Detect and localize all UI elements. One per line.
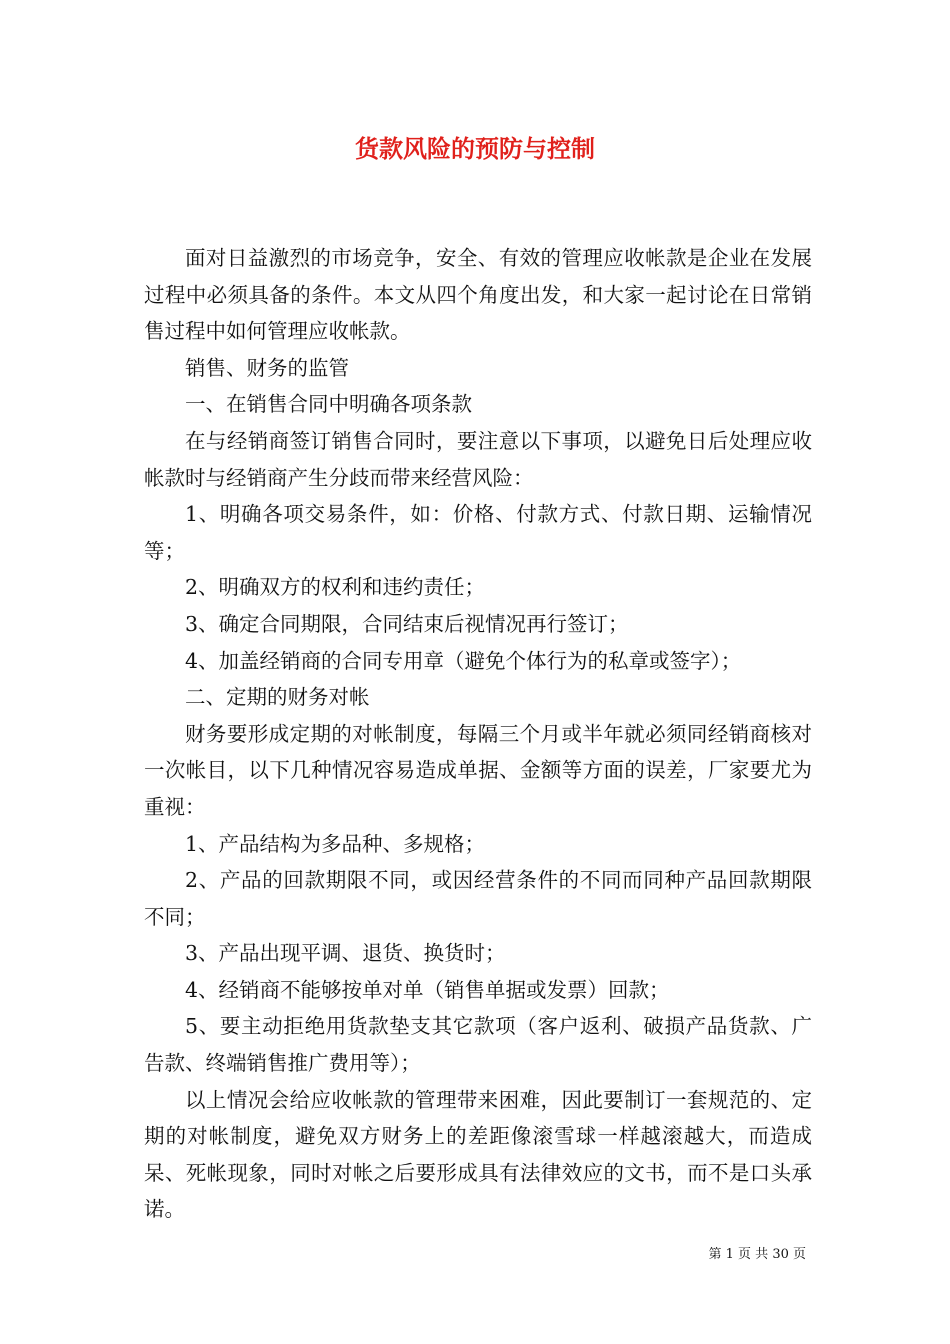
document-body bbox=[144, 240, 812, 1228]
document-title: 货款风险的预防与控制 bbox=[355, 134, 595, 163]
list-item: 4、加盖经销商的合同专用章（避免个体行为的私章或签字）； bbox=[185, 648, 742, 673]
paragraph: 财务要形成定期的对帐制度，每隔三个月或半年就必须同经销商核对一次帐目，以下几种情况容易造成单据、金额等方面的误差，厂家要尤为重视： bbox=[144, 721, 812, 819]
paragraph: 在与经销商签订销售合同时，要注意以下事项，以避免日后处理应收帐款时与经销商产生分歧而带来经营风险： bbox=[144, 428, 812, 490]
paragraph-intro: 面对日益激烈的市场竞争，安全、有效的管理应收帐款是企业在发展过程中必须具备的条件。本文从四个角度出发，和大家一起讨论在日常销售过程中如何管理应收帐款。 bbox=[144, 246, 812, 344]
list-item: 3、产品出现平调、退货、换货时； bbox=[185, 941, 506, 966]
list-item: 2、产品的回款期限不同，或因经营条件的不同而同种产品回款期限不同； bbox=[144, 868, 812, 929]
paragraph-conclusion: 以上情况会给应收帐款的管理带来困难，因此要制订一套规范的、定期的对帐制度，避免双方财务上的差距像滚雪球一样越滚越大，而造成呆、死帐现象，同时对帐之后要形成具有法律效应的文书，而不是口头承诺。 bbox=[144, 1087, 812, 1222]
list-item: 1、产品结构为多品种、多规格； bbox=[185, 831, 486, 856]
list-item: 1、明确各项交易条件，如：价格、付款方式、付款日期、运输情况等； bbox=[144, 502, 812, 563]
list-item: 4、经销商不能够按单对单（销售单据或发票）回款； bbox=[185, 977, 670, 1002]
subsection-heading-1: 一、在销售合同中明确各项条款 bbox=[185, 392, 472, 417]
page-number: 第 1 页 共 30 页 bbox=[708, 1247, 806, 1262]
list-item: 3、确定合同期限，合同结束后视情况再行签订； bbox=[185, 611, 629, 636]
subsection-heading-2: 二、定期的财务对帐 bbox=[185, 685, 370, 710]
section-heading: 销售、财务的监管 bbox=[185, 355, 349, 380]
list-item: 5、要主动拒绝用货款垫支其它款项（客户返利、破损产品货款、广告款、终端销售推广费用等）； bbox=[144, 1014, 812, 1076]
list-item: 2、明确双方的权利和违约责任； bbox=[185, 575, 486, 600]
